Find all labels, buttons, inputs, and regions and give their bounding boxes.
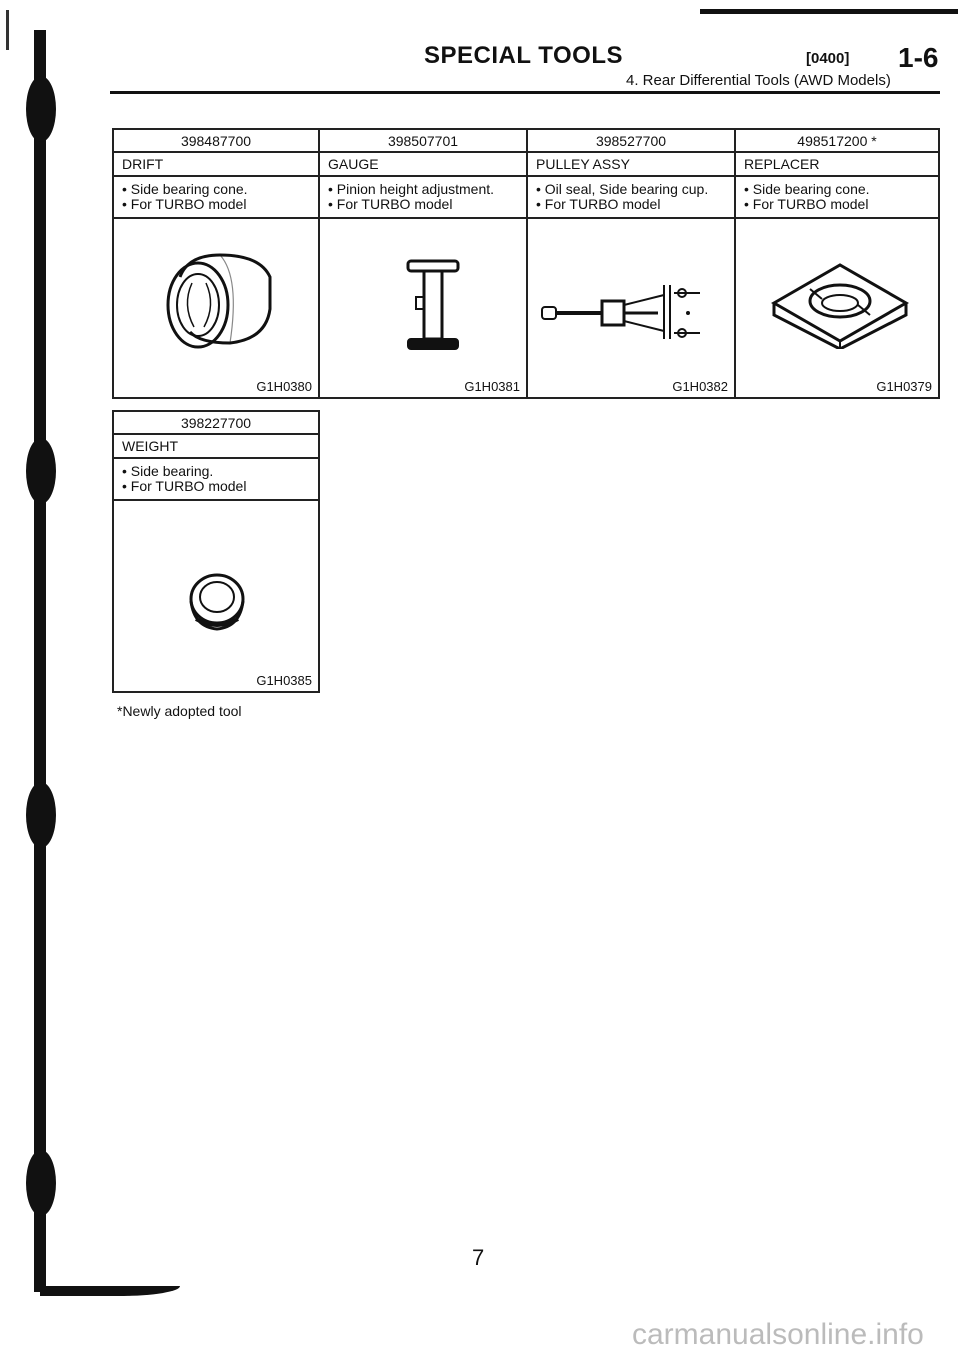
section-page-number: 1-6 bbox=[898, 42, 939, 73]
figure-reference: G1H0380 bbox=[256, 379, 312, 394]
binding-edge bbox=[34, 30, 46, 1292]
page-bottom-number: 7 bbox=[472, 1245, 485, 1270]
punch-hole bbox=[26, 782, 56, 848]
part-number: 398227700 bbox=[113, 411, 319, 434]
tool-name: WEIGHT bbox=[113, 434, 319, 458]
footnote: *Newly adopted tool bbox=[117, 703, 242, 719]
tool-note: • For TURBO model bbox=[744, 196, 869, 212]
replacer-illustration bbox=[770, 259, 910, 349]
table-row bbox=[113, 458, 319, 500]
tool-name: GAUGE bbox=[319, 152, 527, 176]
part-number: 498517200 * bbox=[735, 129, 939, 152]
tool-note: • For TURBO model bbox=[536, 196, 661, 212]
binding-foot bbox=[40, 1286, 180, 1296]
tool-notes bbox=[735, 176, 939, 218]
figure-reference: G1H0385 bbox=[256, 673, 312, 688]
table-row bbox=[113, 176, 939, 218]
tool-note: • Pinion height adjustment. bbox=[328, 181, 495, 197]
tool-note: • For TURBO model bbox=[122, 478, 247, 494]
tool-notes bbox=[527, 176, 735, 218]
tool-note: • For TURBO model bbox=[122, 196, 247, 212]
punch-hole bbox=[26, 438, 56, 504]
tool-note: • Side bearing cone. bbox=[122, 181, 248, 197]
top-rule bbox=[700, 9, 958, 14]
figure-reference: G1H0379 bbox=[876, 379, 932, 394]
table-row bbox=[113, 129, 939, 152]
punch-hole bbox=[26, 76, 56, 142]
scan-mark bbox=[6, 10, 9, 50]
table-row bbox=[113, 218, 939, 398]
tool-name: DRIFT bbox=[113, 152, 319, 176]
figure-reference: G1H0382 bbox=[672, 379, 728, 394]
tool-name: PULLEY ASSY bbox=[527, 152, 735, 176]
table-row bbox=[113, 434, 319, 458]
tools-table-top bbox=[112, 128, 940, 399]
part-number: 398487700 bbox=[113, 129, 319, 152]
tool-note: • Oil seal, Side bearing cup. bbox=[536, 181, 709, 197]
part-number: 398507701 bbox=[319, 129, 527, 152]
tool-notes bbox=[319, 176, 527, 218]
figure-cell bbox=[113, 218, 319, 398]
figure-cell bbox=[319, 218, 527, 398]
table-row bbox=[113, 411, 319, 434]
weight-illustration bbox=[182, 567, 252, 637]
header-rule bbox=[110, 91, 940, 94]
page-title: SPECIAL TOOLS bbox=[424, 42, 623, 69]
watermark: carmanualsonline.info bbox=[632, 1318, 924, 1351]
tool-note: • Side bearing. bbox=[122, 463, 214, 479]
punch-hole bbox=[26, 1150, 56, 1216]
table-row bbox=[113, 152, 939, 176]
figure-reference: G1H0381 bbox=[464, 379, 520, 394]
drift-illustration bbox=[160, 247, 280, 357]
tools-table-bottom bbox=[112, 410, 320, 693]
section-code: [0400] bbox=[806, 50, 850, 67]
page-subtitle: 4. Rear Differential Tools (AWD Models) bbox=[626, 72, 891, 89]
figure-cell bbox=[113, 500, 319, 692]
pulley-assy-illustration bbox=[540, 281, 720, 341]
tool-note: • For TURBO model bbox=[328, 196, 453, 212]
tool-note: • Side bearing cone. bbox=[744, 181, 870, 197]
gauge-illustration bbox=[404, 257, 464, 357]
tool-name: REPLACER bbox=[735, 152, 939, 176]
figure-cell bbox=[735, 218, 939, 398]
table-row bbox=[113, 500, 319, 692]
tool-notes bbox=[113, 458, 319, 500]
tool-notes bbox=[113, 176, 319, 218]
figure-cell bbox=[527, 218, 735, 398]
part-number: 398527700 bbox=[527, 129, 735, 152]
